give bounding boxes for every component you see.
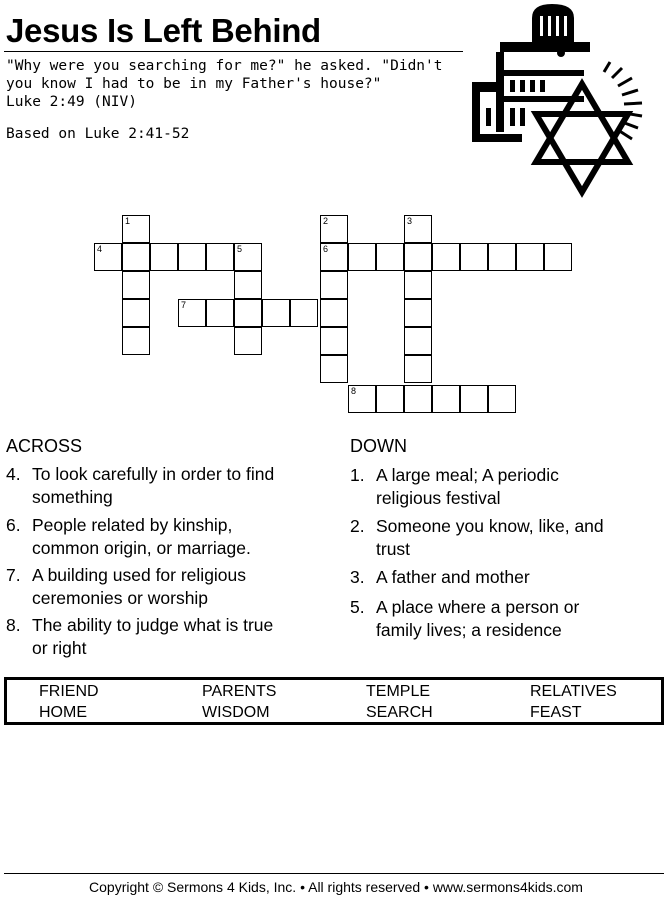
- clue-number: 3: [407, 216, 413, 226]
- clue-text-line: trust: [376, 539, 411, 559]
- grid-cell[interactable]: [404, 327, 432, 355]
- grid-cell[interactable]: [348, 243, 376, 271]
- clue-text-line: or right: [32, 638, 87, 658]
- grid-cell[interactable]: [178, 299, 206, 327]
- word-bank-word: RELATIVES: [530, 683, 617, 700]
- grid-cell[interactable]: [320, 299, 348, 327]
- grid-cell[interactable]: [122, 243, 150, 271]
- clue-text-line: A place where a person or: [376, 597, 580, 617]
- grid-cell[interactable]: [320, 243, 348, 271]
- grid-cell[interactable]: [404, 271, 432, 299]
- grid-cell[interactable]: [122, 271, 150, 299]
- grid-cell[interactable]: [488, 243, 516, 271]
- grid-cell[interactable]: [488, 385, 516, 413]
- grid-cell[interactable]: [376, 385, 404, 413]
- page-title: Jesus Is Left Behind: [6, 12, 321, 49]
- grid-cell[interactable]: [516, 243, 544, 271]
- grid-cell[interactable]: [178, 243, 206, 271]
- grid-cell[interactable]: [404, 355, 432, 383]
- clue-text-line: A large meal; A periodic: [376, 465, 559, 485]
- clue-number-label: 7.: [6, 565, 21, 585]
- grid-cell[interactable]: [122, 327, 150, 355]
- grid-cell[interactable]: [262, 299, 290, 327]
- grid-cell[interactable]: [320, 215, 348, 243]
- word-bank-word: HOME: [39, 704, 87, 721]
- grid-cell[interactable]: [348, 385, 376, 413]
- grid-cell[interactable]: [404, 243, 432, 271]
- grid-cell[interactable]: [290, 299, 318, 327]
- clue-text-line: Someone you know, like, and: [376, 516, 604, 536]
- word-bank-word: FRIEND: [39, 683, 99, 700]
- grid-cell[interactable]: [432, 385, 460, 413]
- grid-cell[interactable]: [544, 243, 572, 271]
- word-bank-word: SEARCH: [366, 704, 433, 721]
- clue-text-line: common origin, or marriage.: [32, 538, 251, 558]
- word-bank: [4, 677, 664, 725]
- clue-text-line: A father and mother: [376, 567, 530, 587]
- grid-cell[interactable]: [122, 215, 150, 243]
- grid-cell[interactable]: [320, 327, 348, 355]
- clue-number-label: 8.: [6, 615, 21, 635]
- grid-cell[interactable]: [234, 243, 262, 271]
- clue-number-label: 6.: [6, 515, 21, 535]
- clue-number-label: 1.: [350, 465, 365, 485]
- clue-number-label: 3.: [350, 567, 365, 587]
- grid-cell[interactable]: [404, 385, 432, 413]
- clue-text-line: The ability to judge what is true: [32, 615, 274, 635]
- clue-text-line: religious festival: [376, 488, 501, 508]
- grid-cell[interactable]: [234, 299, 262, 327]
- clue-number: 2: [323, 216, 329, 226]
- grid-cell[interactable]: [94, 243, 122, 271]
- grid-cell[interactable]: [432, 243, 460, 271]
- clue-number: 1: [125, 216, 131, 226]
- clue-number: 4: [97, 244, 103, 254]
- copyright-footer: Copyright © Sermons 4 Kids, Inc. • All rights reserved • www.sermons4kids.com: [89, 879, 583, 895]
- verse-line-2: you know I had to be in my Father's house?": [6, 76, 382, 92]
- word-bank-word: TEMPLE: [366, 683, 431, 700]
- grid-cell[interactable]: [460, 243, 488, 271]
- title-divider: [4, 51, 463, 52]
- clue-number: 5: [237, 244, 243, 254]
- grid-cell[interactable]: [376, 243, 404, 271]
- temple-star-of-david-icon: [468, 4, 664, 200]
- grid-cell[interactable]: [122, 299, 150, 327]
- clue-number-label: 2.: [350, 516, 365, 536]
- grid-cell[interactable]: [320, 271, 348, 299]
- verse-reference: Luke 2:49 (NIV): [6, 94, 137, 110]
- grid-cell[interactable]: [234, 271, 262, 299]
- clue-number: 8: [351, 386, 357, 396]
- grid-cell[interactable]: [320, 355, 348, 383]
- grid-cell[interactable]: [404, 215, 432, 243]
- grid-cell[interactable]: [206, 299, 234, 327]
- clue-text-line: something: [32, 487, 113, 507]
- grid-cell[interactable]: [234, 327, 262, 355]
- verse-line-1: "Why were you searching for me?" he asked. "Didn't: [6, 58, 443, 74]
- word-bank-word: PARENTS: [202, 683, 277, 700]
- scripture-verse: [6, 57, 443, 111]
- clue-text-line: People related by kinship,: [32, 515, 233, 535]
- word-bank-word: WISDOM: [202, 704, 270, 721]
- grid-cell[interactable]: [404, 299, 432, 327]
- down-heading: DOWN: [350, 436, 407, 456]
- clue-text-line: family lives; a residence: [376, 620, 562, 640]
- clue-text-line: To look carefully in order to find: [32, 464, 275, 484]
- grid-cell[interactable]: [206, 243, 234, 271]
- clue-text-line: ceremonies or worship: [32, 588, 209, 608]
- clue-text-line: A building used for religious: [32, 565, 247, 585]
- across-heading: ACROSS: [6, 436, 83, 456]
- word-bank-word: FEAST: [530, 704, 582, 721]
- clue-number: 6: [323, 244, 329, 254]
- clue-number: 7: [181, 300, 187, 310]
- grid-cell[interactable]: [460, 385, 488, 413]
- grid-cell[interactable]: [150, 243, 178, 271]
- scripture-basis: Based on Luke 2:41-52: [6, 126, 190, 142]
- clue-number-label: 5.: [350, 597, 365, 617]
- footer-divider: [4, 873, 664, 874]
- clue-number-label: 4.: [6, 464, 21, 484]
